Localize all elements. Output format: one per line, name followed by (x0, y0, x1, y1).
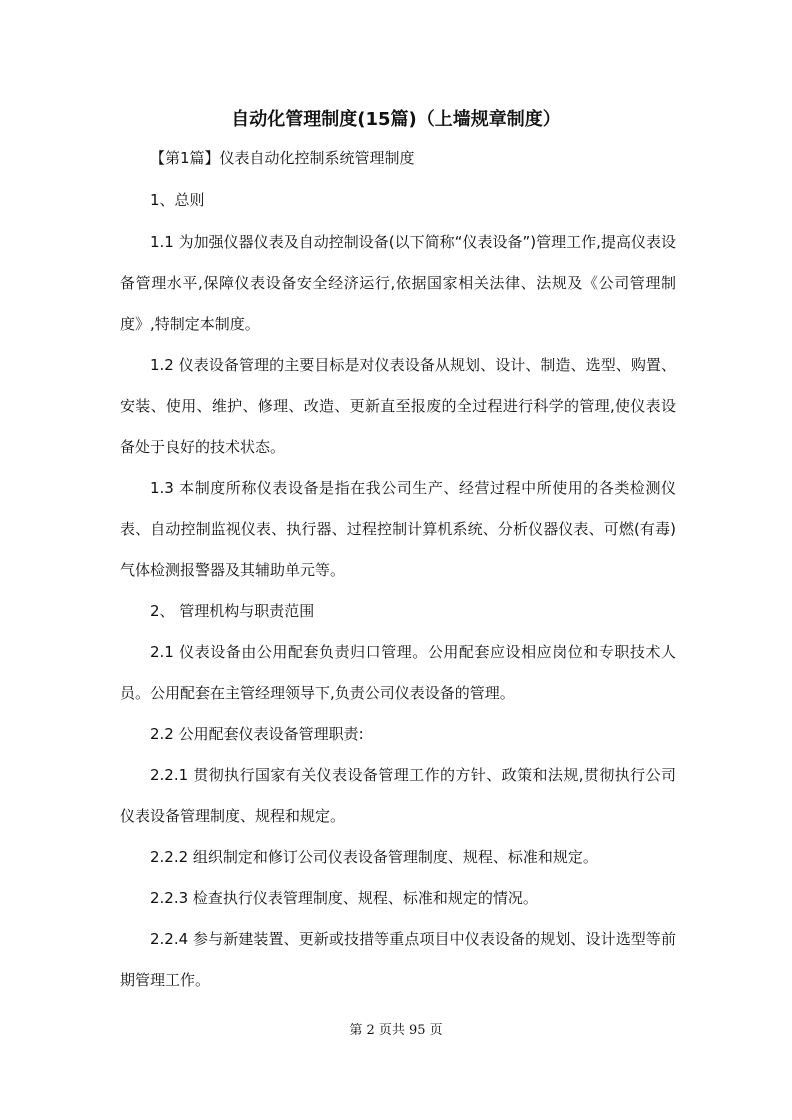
clause-paragraph: 1.3 本制度所称仪表设备是指在我公司生产、经营过程中所使用的各类检测仪表、自动控制监视仪表、执行器、过程控制计算机系统、分析仪器仪表、可燃(有毒)气体检测报警器及其辅助单元等。 (120, 479, 676, 579)
clause-heading: 2、 管理机构与职责范围 (150, 602, 315, 620)
section-heading: 【第1篇】仪表自动化控制系统管理制度 (150, 149, 415, 167)
clause-heading: 1、总则 (150, 191, 205, 209)
clause-paragraph: 2.2.2 组织制定和修订公司仪表设备管理制度、规程、标准和规定。 (150, 848, 598, 866)
clause-paragraph: 1.2 仪表设备管理的主要目标是对仪表设备从规划、设计、制造、选型、购置、安装、使用、维护、修理、改造、更新直至报废的全过程进行科学的管理,使仪表设备处于良好的技术状态。 (120, 356, 676, 456)
clause-paragraph: 2.2.4 参与新建装置、更新或技措等重点项目中仪表设备的规划、设计选型等前期管理工作。 (120, 930, 676, 989)
clause-paragraph: 2.2 公用配套仪表设备管理职责: (150, 725, 364, 743)
document-title: 自动化管理制度(15篇)（上墙规章制度） (231, 109, 561, 130)
page-number: 第 2 页共 95 页 (349, 1023, 443, 1038)
clause-paragraph: 2.2.3 检查执行仪表管理制度、规程、标准和规定的情况。 (150, 889, 538, 907)
clause-paragraph: 2.1 仪表设备由公用配套负责归口管理。公用配套应设相应岗位和专职技术人员。公用配套在主管经理领导下,负责公司仪表设备的管理。 (120, 643, 676, 702)
clause-paragraph: 1.1 为加强仪器仪表及自动控制设备(以下简称“仪表设备”)管理工作,提高仪表设备管理水平,保障仪表设备安全经济运行,依据国家相关法律、法规及《公司管理制度》,特制定本制度。 (120, 233, 676, 333)
clause-paragraph: 2.2.1 贯彻执行国家有关仪表设备管理工作的方针、政策和法规,贯彻执行公司仪表设备管理制度、规程和规定。 (120, 766, 676, 825)
